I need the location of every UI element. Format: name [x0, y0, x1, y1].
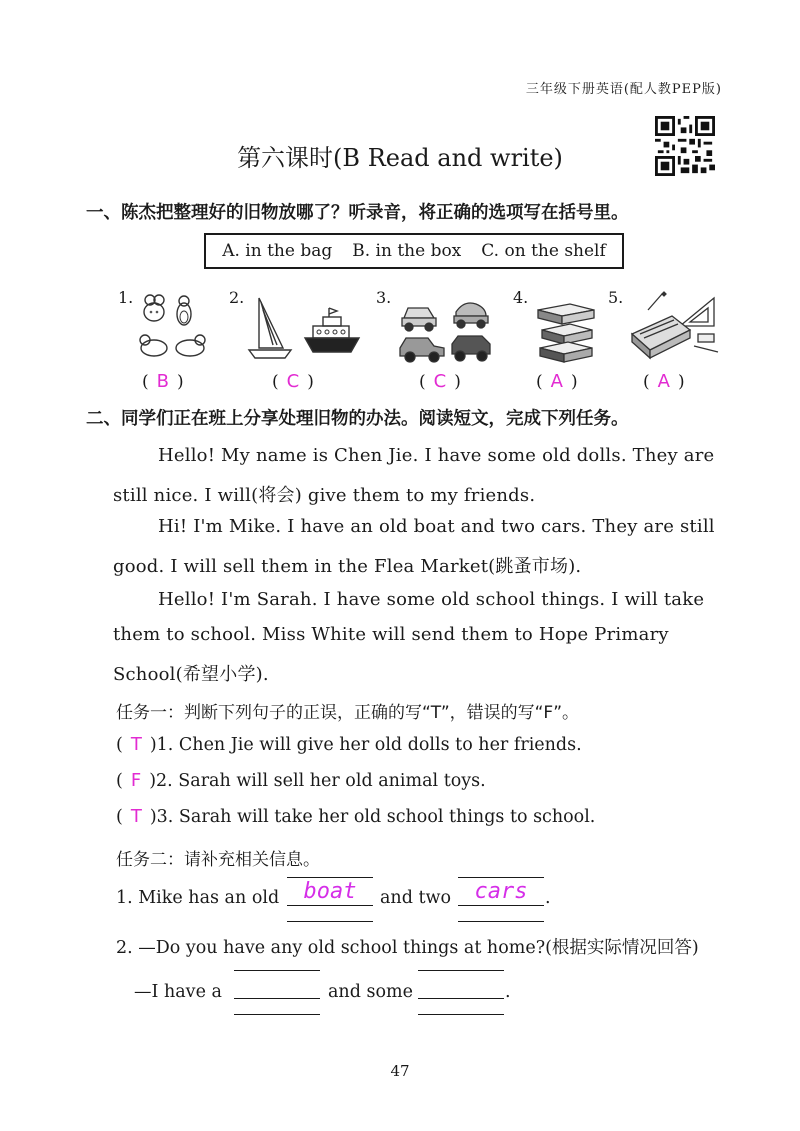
- q2-mid: and some: [328, 982, 413, 1002]
- books-icon: [530, 290, 602, 365]
- boats-icon: [243, 290, 363, 365]
- option-b: B. in the box: [352, 241, 462, 261]
- answer-blank: ( B ): [142, 371, 184, 392]
- item-number: 1.: [118, 288, 134, 307]
- page-number: 47: [390, 1062, 410, 1080]
- answer-text: B: [156, 371, 169, 392]
- q1-prefix: 1. Mike has an old: [116, 888, 280, 908]
- handwritten-answer: boat: [303, 879, 357, 904]
- paragraph-line: School(希望小学).: [113, 664, 269, 685]
- item-number: 3.: [376, 288, 392, 307]
- answer-text: A: [657, 371, 670, 392]
- fill-blank: [458, 875, 544, 923]
- paragraph-line: good. I will sell them in the Flea Market(跳蚤市场).: [113, 556, 582, 577]
- book-label: 三年级下册英语(配人教PEP版): [525, 82, 722, 97]
- answer-text: A: [550, 371, 563, 392]
- lesson-title: 第六课时(B Read and write): [237, 144, 563, 172]
- fill-blank: [418, 968, 504, 1016]
- section1-heading: 一、陈杰把整理好的旧物放哪了？听录音，将正确的选项写在括号里。: [86, 203, 629, 223]
- paragraph-line: Hello! I'm Sarah. I have some old school things. I will take: [158, 589, 705, 610]
- fill-blank: [287, 875, 373, 923]
- paragraph-line: Hello! My name is Chen Jie. I have some old dolls. They are: [158, 445, 715, 466]
- paragraph-line: Hi! I'm Mike. I have an old boat and two cars. They are still: [158, 516, 715, 537]
- item-number: 4.: [513, 288, 529, 307]
- tf-text: )3. Sarah will take her old school things to school.: [149, 807, 596, 827]
- tf-item: ( F )2. Sarah will sell her old animal toys.: [116, 770, 486, 791]
- handwritten-answer: cars: [474, 879, 528, 904]
- answer-blank: ( A ): [643, 371, 685, 392]
- task1-instruction: 任务一：判断下列句子的正误，正确的写“T”，错误的写“F”。: [116, 703, 580, 723]
- item-number: 2.: [229, 288, 245, 307]
- section2-heading: 二、同学们正在班上分享处理旧物的办法。阅读短文，完成下列任务。: [86, 409, 629, 429]
- answer-blank: ( C ): [419, 371, 461, 392]
- tf-answer: T: [130, 734, 142, 755]
- task2-instruction: 任务二：请补充相关信息。: [116, 850, 320, 870]
- answer-text: C: [433, 371, 447, 392]
- option-c: C. on the shelf: [481, 241, 606, 261]
- q2-prefix: —I have a: [134, 982, 222, 1002]
- tf-item: ( T )1. Chen Jie will give her old dolls to her friends.: [116, 734, 582, 755]
- tf-text: )1. Chen Jie will give her old dolls to her friends.: [149, 735, 582, 755]
- answer-text: C: [286, 371, 300, 392]
- tf-text: )2. Sarah will sell her old animal toys.: [149, 771, 486, 791]
- q2-question: 2. —Do you have any old school things at home?(根据实际情况回答): [116, 938, 699, 958]
- q1-mid: and two: [380, 888, 452, 908]
- paragraph-line: them to school. Miss White will send them to Hope Primary: [113, 624, 669, 645]
- item-number: 5.: [608, 288, 624, 307]
- options-box: [204, 233, 624, 269]
- q1-end: .: [545, 888, 551, 908]
- school-things-icon: [628, 290, 723, 365]
- paragraph-line: still nice. I will(将会) give them to my friends.: [113, 485, 536, 506]
- answer-blank: ( A ): [536, 371, 578, 392]
- animal-toys-icon: [132, 290, 217, 365]
- q2-end: .: [505, 982, 511, 1002]
- toy-cars-icon: [394, 290, 499, 365]
- fill-blank: [234, 968, 320, 1016]
- answer-blank: ( C ): [272, 371, 314, 392]
- tf-item: ( T )3. Sarah will take her old school things to school.: [116, 806, 596, 827]
- option-a: A. in the bag: [222, 241, 333, 261]
- tf-answer: T: [130, 806, 142, 827]
- tf-answer: F: [130, 770, 142, 791]
